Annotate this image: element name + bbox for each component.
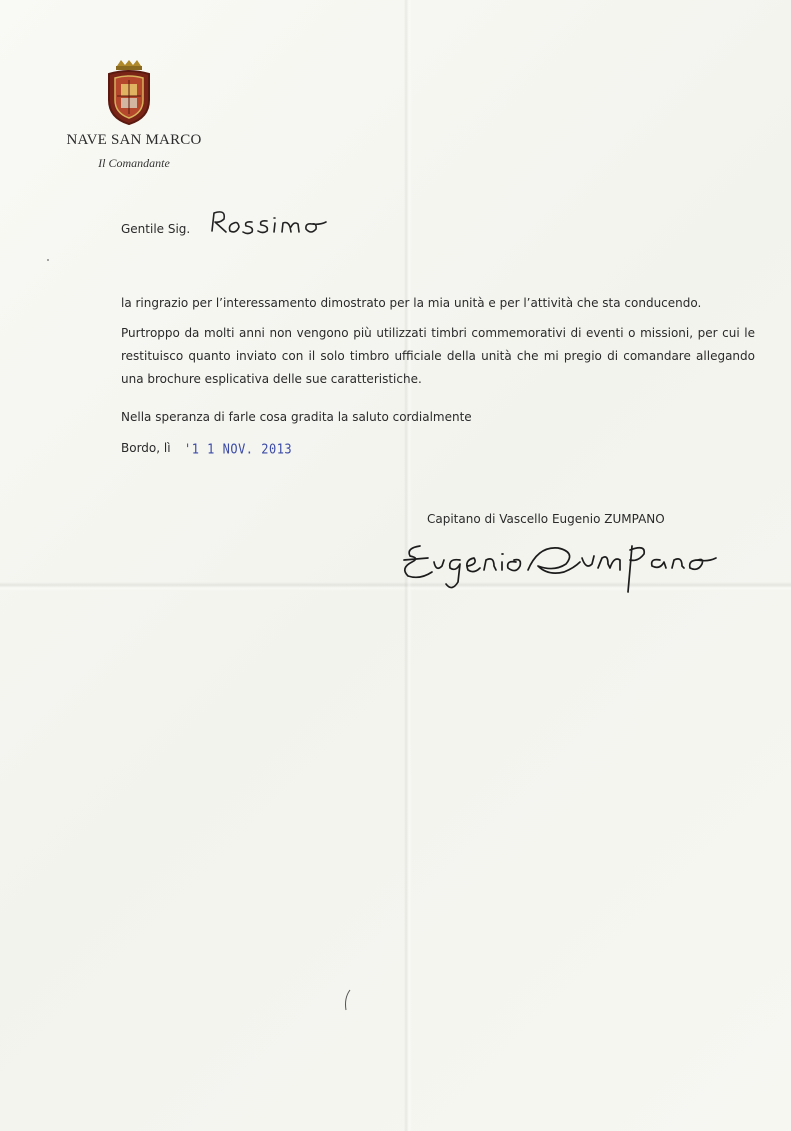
commander-title: Il Comandante <box>98 156 170 170</box>
date-stamp: '1 1 NOV. 2013 <box>184 441 293 457</box>
handwritten-signature <box>398 536 728 598</box>
pencil-mark <box>340 988 354 1012</box>
recipient-handwritten-name <box>208 205 338 241</box>
naval-crest-icon <box>103 60 155 126</box>
signer-name: Capitano di Vascello Eugenio ZUMPANO <box>427 512 665 526</box>
body-paragraph-3: Nella speranza di farle cosa gradita la saluto cordialmente <box>121 410 472 424</box>
date-place: Bordo, lì <box>121 441 171 455</box>
body-paragraph-2: Purtroppo da molti anni non vengono più utilizzati timbri commemorativi di eventi o missioni, per cui le restituisco quanto inviato con il solo timbro ufficiale della unità che mi pregio di comandare allegando una brochure esplicativa delle sue caratteristiche. <box>121 326 755 386</box>
body-paragraph-1: la ringrazio per l’interessamento dimostrato per la mia unità e per l’attività che sta conducendo. <box>121 296 702 310</box>
paper-speck <box>46 258 50 262</box>
salutation: Gentile Sig. <box>121 222 191 236</box>
ship-name: NAVE SAN MARCO <box>66 132 202 148</box>
